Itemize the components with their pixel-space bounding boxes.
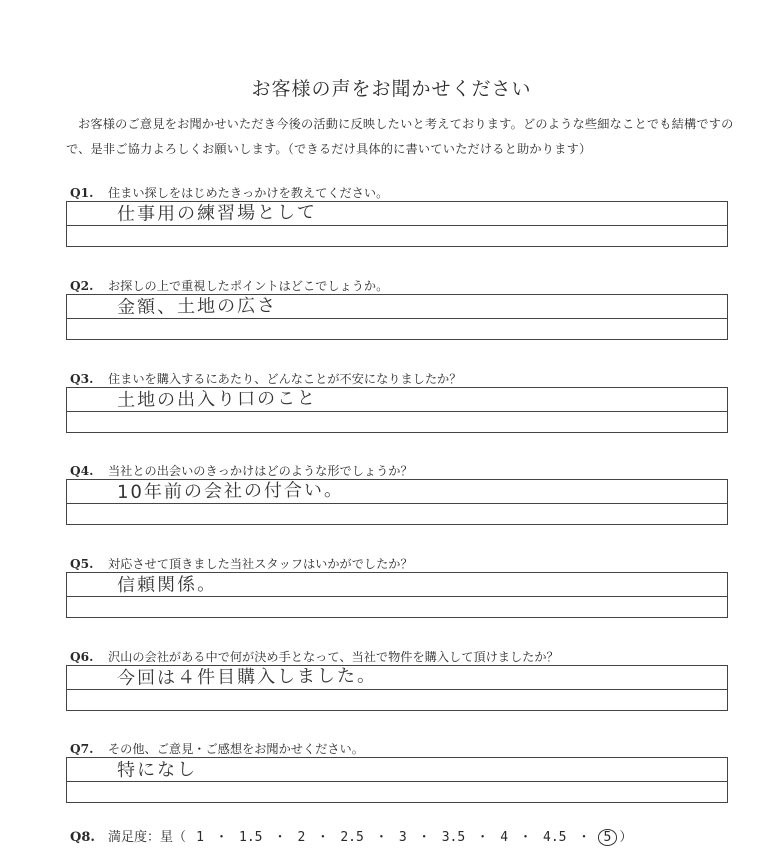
- answer-box-4: [66, 479, 728, 525]
- rating-separator: ・: [214, 830, 228, 845]
- answer-box-3: [66, 387, 728, 433]
- question-6-text: 沢山の会社がある中で何が決め手となって、当社で物件を購入して頂けましたか？: [108, 650, 559, 664]
- answer-4: 10年前の会社の付合い。: [116, 479, 345, 503]
- rating-separator: ・: [316, 830, 330, 845]
- answer-7: 特になし: [116, 759, 198, 781]
- page-title: お客様の声をお聞かせください: [251, 78, 532, 100]
- question-7-text: その他、ご意見・ご感想をお聞かせください。: [108, 742, 364, 756]
- question-7-number: Q7.: [70, 742, 94, 756]
- question-5-label: [70, 555, 413, 572]
- answer-box-5: [66, 572, 728, 618]
- rating-close: ）: [619, 830, 633, 845]
- question-2-text: お探しの上で重視したポイントはどこでしょうか。: [108, 279, 389, 293]
- rating-separator: ・: [519, 830, 533, 845]
- rating-option[interactable]: 1.5: [239, 830, 263, 845]
- question-1-text: 住まい探しをはじめたきっかけを教えてください。: [108, 186, 389, 200]
- rating-option[interactable]: 4.5: [543, 830, 567, 845]
- answer-1: 仕事用の練習場として: [116, 201, 318, 225]
- rating-separator: ・: [577, 830, 591, 845]
- question-6-number: Q6.: [70, 650, 94, 664]
- rating-option[interactable]: 1: [196, 830, 204, 845]
- question-7-label: [70, 740, 364, 757]
- rating-separator: ・: [476, 830, 490, 845]
- answer-6: 今回は４件目購入しました。: [116, 665, 378, 689]
- intro-text: お客様のご意見をお聞かせいただき今後の活動に反映したいと考えております。どのような些細なことでも結構ですので、是非ご協力よろしくお願いします。（できるだけ具体的に書いていただけると助かります）: [66, 117, 734, 156]
- answer-box-2: [66, 294, 728, 340]
- rating-separator: ・: [273, 830, 287, 845]
- rating-option[interactable]: 2: [297, 830, 306, 845]
- question-1-number: Q1.: [70, 186, 94, 200]
- question-3-number: Q3.: [70, 372, 94, 386]
- answer-2: 金額、土地の広さ: [116, 295, 278, 318]
- question-8-number: Q8.: [70, 830, 95, 845]
- rating-option[interactable]: 2.5: [340, 830, 364, 845]
- question-5-number: Q5.: [70, 557, 94, 571]
- question-4-number: Q4.: [70, 464, 94, 478]
- rating-label: 満足度：星（: [108, 830, 187, 845]
- answer-box-6: [66, 665, 728, 711]
- answer-3: 土地の出入り口のこと: [116, 387, 318, 411]
- rating-option[interactable]: 4: [500, 830, 509, 845]
- satisfaction-rating: [70, 826, 632, 846]
- answer-box-7: [66, 757, 728, 803]
- rating-options: [190, 830, 619, 845]
- question-5-text: 対応させて頂きました当社スタッフはいかがでしたか？: [108, 557, 413, 571]
- rating-option[interactable]: 3.5: [441, 830, 466, 845]
- answer-5: 信頼関係。: [116, 573, 218, 596]
- rating-option[interactable]: 3: [398, 830, 407, 845]
- rating-option-selected[interactable]: 5: [598, 829, 618, 846]
- rating-separator: ・: [374, 830, 388, 845]
- question-2-number: Q2.: [70, 279, 94, 293]
- rating-separator: ・: [417, 830, 431, 845]
- question-3-text: 住まいを購入するにあたり、どんなことが不安になりましたか？: [108, 372, 462, 386]
- answer-box-1: [66, 201, 728, 247]
- question-4-text: 当社との出会いのきっかけはどのような形でしょうか？: [108, 464, 413, 478]
